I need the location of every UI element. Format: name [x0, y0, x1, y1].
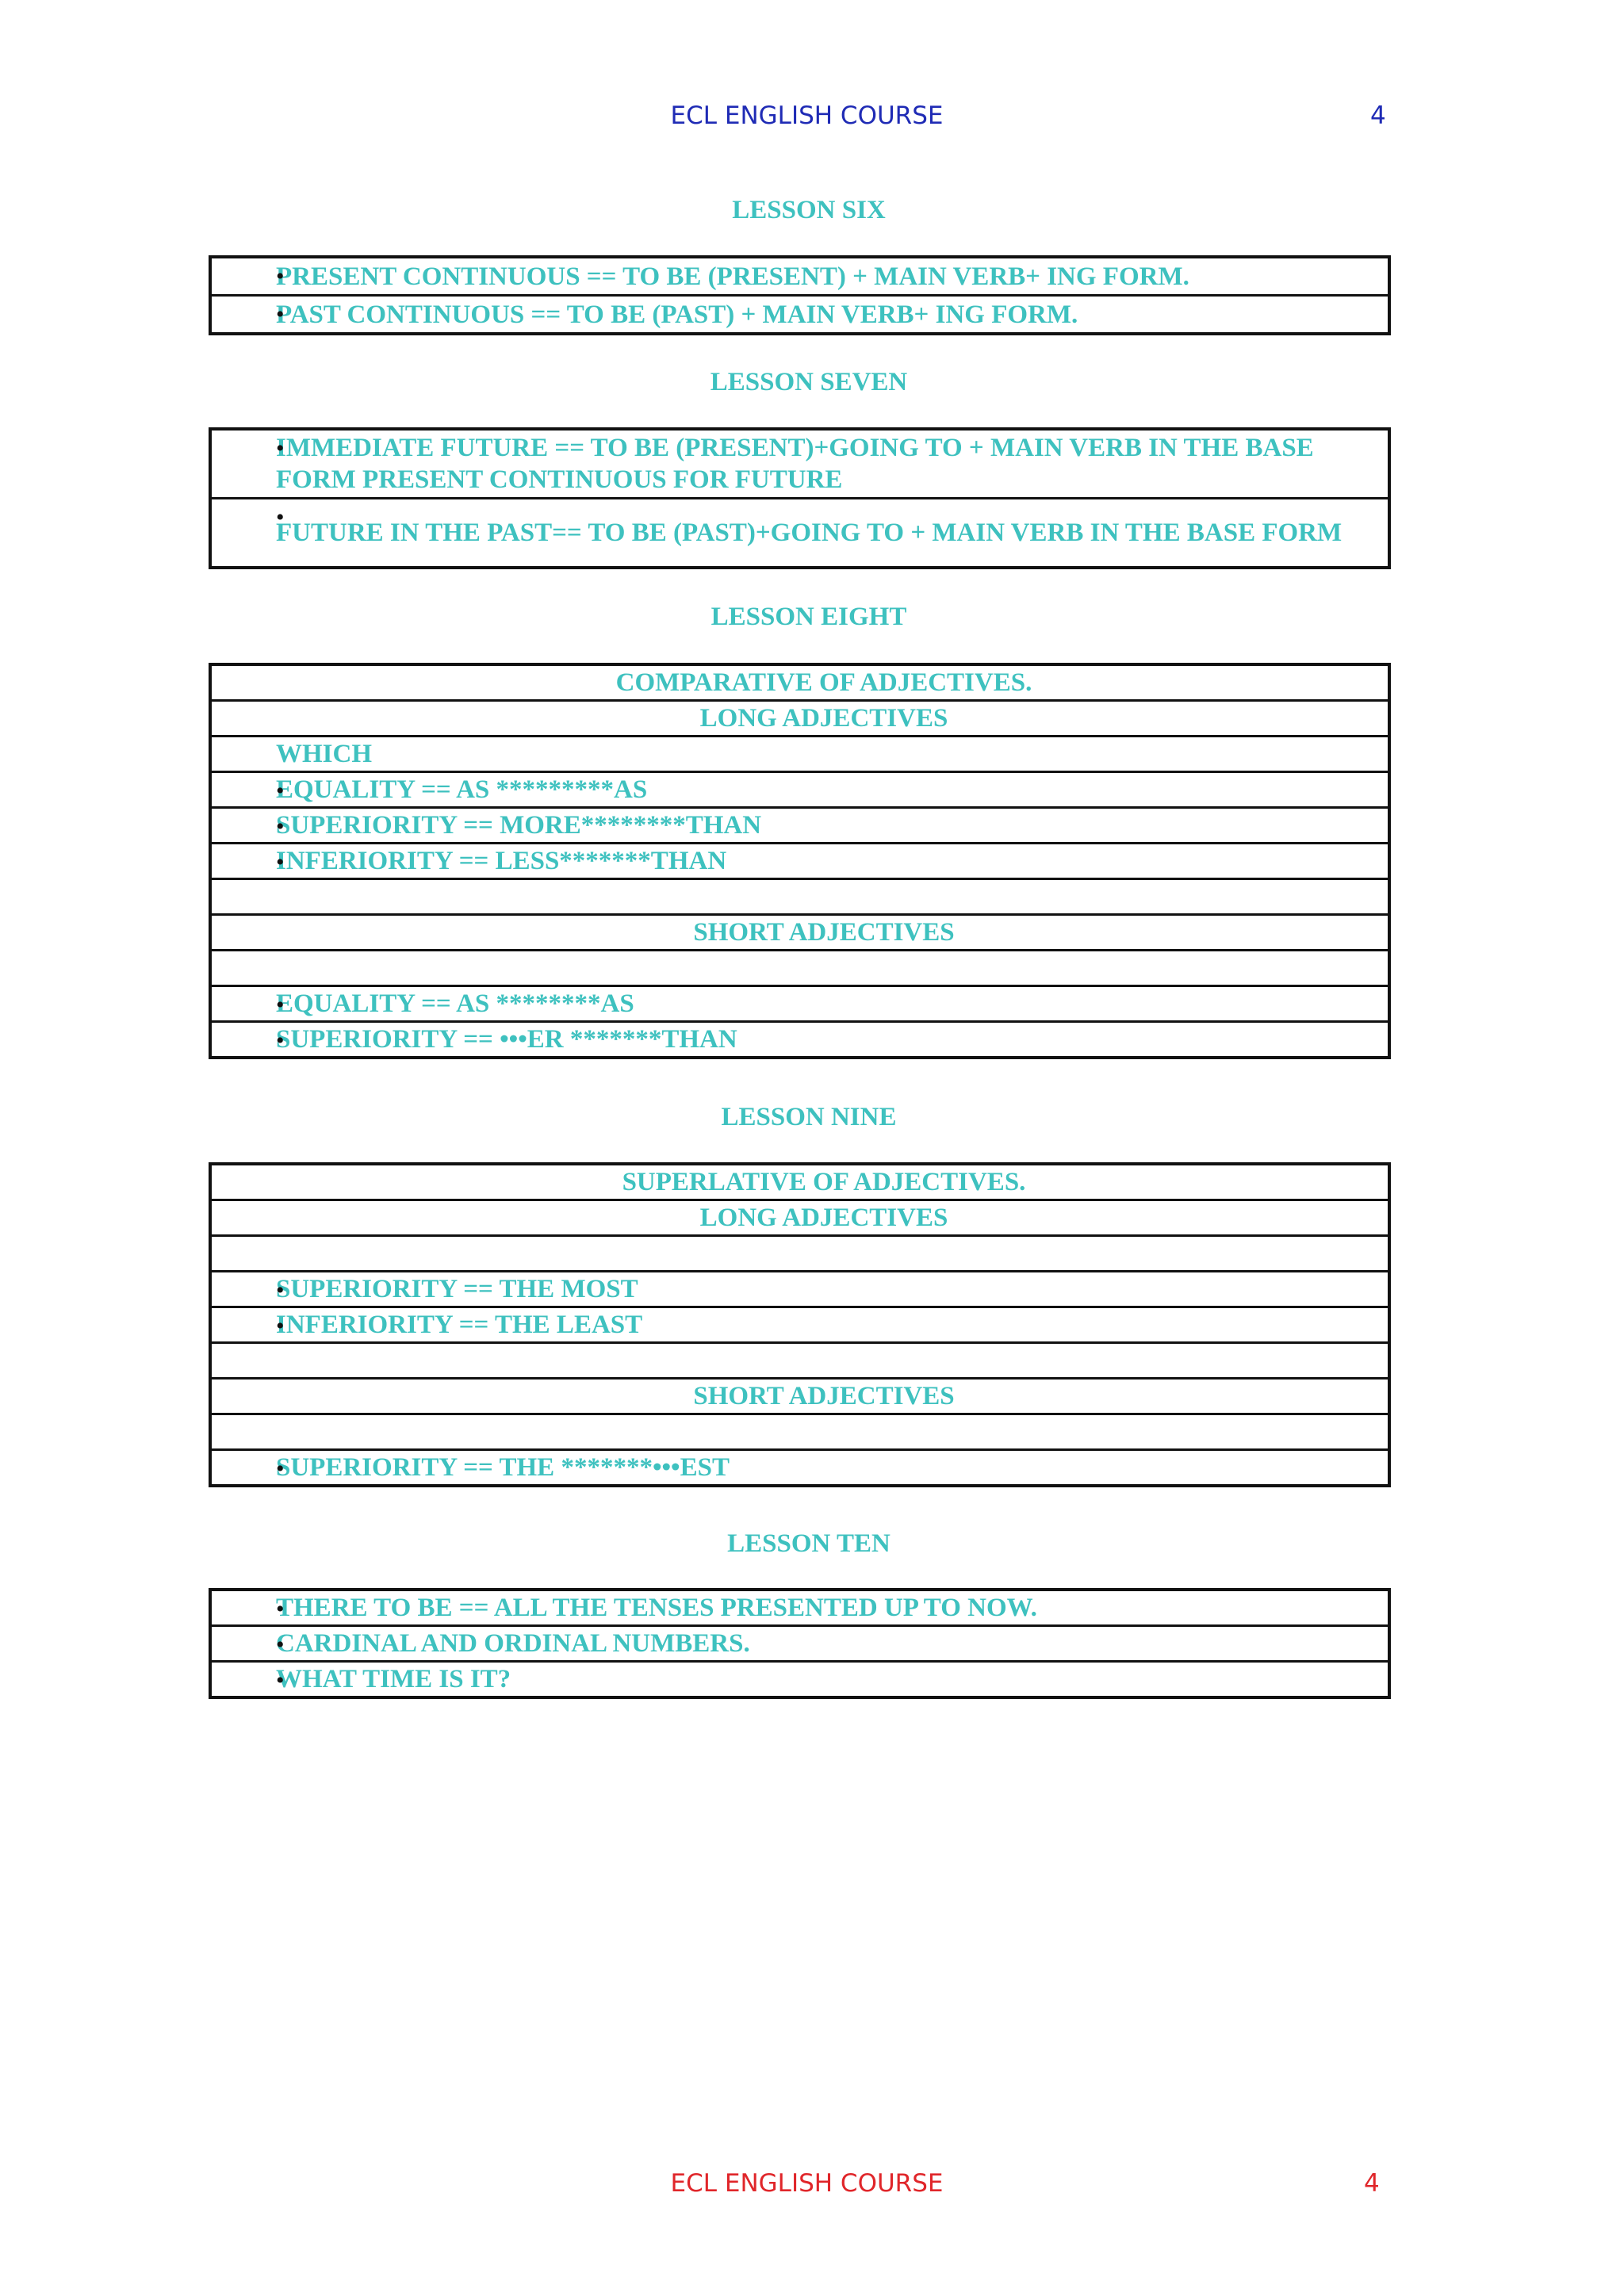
empty-row: [210, 879, 1389, 915]
header-page-number: 4: [1370, 101, 1386, 130]
header-title: ECL ENGLISH COURSE: [670, 101, 944, 130]
empty-row: [210, 1414, 1389, 1450]
list-item: • SUPERIORITY == THE MOST: [210, 1272, 1389, 1307]
empty-row: [210, 1343, 1389, 1379]
lesson-ten-table: [209, 1588, 1391, 1699]
which-label: WHICH: [210, 737, 1389, 772]
list-item: • SUPERIORITY == •••ER *******THAN: [210, 1022, 1389, 1058]
list-item: • SUPERIORITY == THE *******•••EST: [210, 1450, 1389, 1487]
lesson-nine-title: LESSON NINE: [721, 1103, 897, 1131]
list-item: • FUTURE IN THE PAST== TO BE (PAST)+GOING TO + MAIN VERB IN THE BASE FORM: [210, 499, 1389, 568]
footer-page-number: 4: [1364, 2169, 1380, 2198]
lesson-six-table: [209, 255, 1391, 335]
section-heading: COMPARATIVE OF ADJECTIVES.: [615, 668, 1032, 697]
empty-row: [210, 1236, 1389, 1272]
long-adjectives-heading: LONG ADJECTIVES: [210, 1200, 1389, 1236]
page-header: [0, 92, 1624, 140]
list-item: • THERE TO BE == ALL THE TENSES PRESENTED UP TO NOW.: [210, 1590, 1389, 1626]
lesson-ten-title: LESSON TEN: [727, 1529, 891, 1558]
footer-title: ECL ENGLISH COURSE: [670, 2169, 944, 2198]
lesson-eight-table: [209, 663, 1391, 1059]
lesson-nine-table: [209, 1162, 1391, 1487]
list-item: • EQUALITY == AS *********AS: [210, 772, 1389, 808]
lesson-six-title: LESSON SIX: [732, 196, 886, 224]
list-item: • SUPERIORITY == MORE********THAN: [210, 808, 1389, 844]
long-adjectives-heading: LONG ADJECTIVES: [210, 701, 1389, 737]
list-item: • INFERIORITY == LESS*******THAN: [210, 844, 1389, 879]
lesson-eight-title: LESSON EIGHT: [710, 603, 907, 631]
short-adjectives-heading: SHORT ADJECTIVES: [210, 1379, 1389, 1414]
short-adjectives-heading: SHORT ADJECTIVES: [210, 915, 1389, 951]
lesson-seven-table: [209, 427, 1391, 569]
list-item: • IMMEDIATE FUTURE == TO BE (PRESENT)+GOING TO + MAIN VERB IN THE BASE FORM PRESENT CONTINUOUS FOR FUTURE: [210, 429, 1389, 499]
list-item: • INFERIORITY == THE LEAST: [210, 1307, 1389, 1343]
list-item: • PRESENT CONTINUOUS == TO BE (PRESENT) + MAIN VERB+ ING FORM.: [210, 257, 1389, 296]
list-item: • EQUALITY == AS ********AS: [210, 986, 1389, 1022]
lesson-seven-title: LESSON SEVEN: [710, 368, 908, 396]
section-heading: SUPERLATIVE OF ADJECTIVES.: [622, 1168, 1026, 1196]
list-item: • PAST CONTINUOUS == TO BE (PAST) + MAIN VERB+ ING FORM.: [210, 296, 1389, 335]
empty-row: [210, 951, 1389, 986]
list-item: • WHAT TIME IS IT?: [210, 1662, 1389, 1698]
page-footer: [0, 2160, 1624, 2207]
list-item: • CARDINAL AND ORDINAL NUMBERS.: [210, 1626, 1389, 1662]
